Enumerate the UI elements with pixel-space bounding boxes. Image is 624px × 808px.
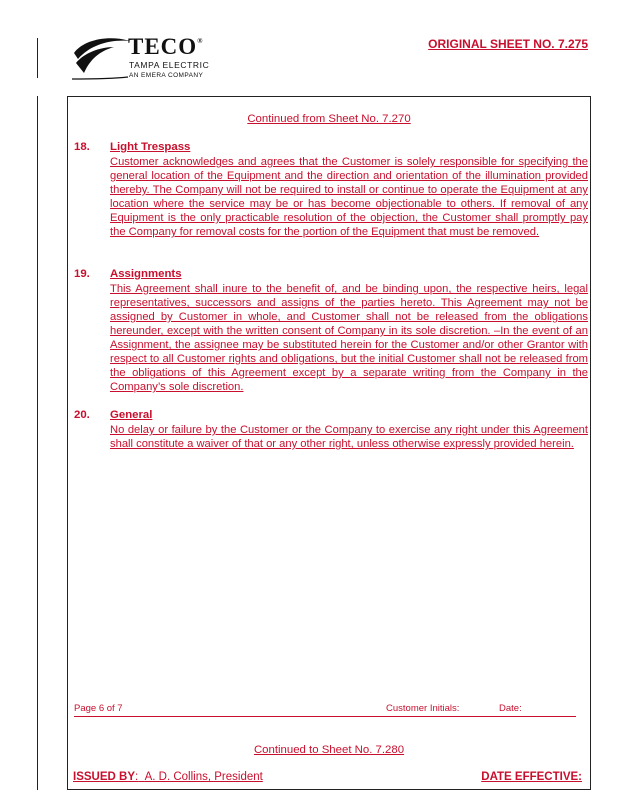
- section-heading: [74, 141, 588, 155]
- section-heading: [74, 409, 588, 423]
- teco-logo: [70, 33, 250, 85]
- section-20: [74, 409, 588, 451]
- section-heading: [74, 268, 588, 282]
- section-18: [74, 141, 588, 239]
- logo-tagline: AN EMERA COMPANY: [129, 72, 204, 79]
- section-title: General: [110, 409, 153, 421]
- section-19: [74, 268, 588, 394]
- continued-to: Continued to Sheet No. 7.280: [253, 744, 405, 756]
- section-text: This Agreement shall inure to the benefit of, and be binding upon, the respective heirs, legal representatives, successors and assigns of the parties hereto. This Agreement may not be assigned by Customer in whole, and Customer shall not be released from the obligations hereunder, except with the written consent of Company in its sole discretion. –In the event of an Assignment, the assignee may be substituted herein for the Customer and/or other Grantor with respect to all Customer rights and obligations, but the initial Customer shall not be released from the obligations of this Agreement except by a separate writing from the Company in the Company’s sole discretion.: [110, 283, 588, 393]
- tariff-content-box: [67, 96, 591, 790]
- issued-by-name: A. D. Collins, President: [144, 771, 263, 783]
- sheet-number: ORIGINAL SHEET NO. 7.275: [428, 37, 588, 51]
- section-text: No delay or failure by the Customer or the Company to exercise any right under this Agreement shall constitute a waiver of that or any other right, unless otherwise expressly provided herein.: [110, 424, 588, 450]
- section-number: 20.: [74, 409, 90, 421]
- left-margin-rule: [37, 38, 38, 78]
- section-text: Customer acknowledges and agrees that the Customer is solely responsible for specifying the general location of the Equipment and the direction and orientation of the illumination provided thereby. The Company will not be required to install or continue to operate the Equipment at any location where the service may be or has become objectionable to others. If removal of any Equipment is the only practicable resolution of the objection, the Customer shall promptly pay the Company for removal costs for the portion of the Equipment that must be removed.: [110, 156, 588, 238]
- date-effective: DATE EFFECTIVE:: [481, 771, 582, 783]
- section-number: 19.: [74, 268, 90, 280]
- logo-name: TECO®: [128, 34, 203, 59]
- logo-subtitle: TAMPA ELECTRIC: [129, 60, 210, 70]
- continued-from: Continued from Sheet No. 7.270: [247, 113, 411, 125]
- issued-by: [73, 771, 263, 783]
- issued-by-label: ISSUED BY: [73, 771, 135, 783]
- issued-by-separator: :: [135, 771, 139, 783]
- page-number: Page 6 of 7: [74, 703, 123, 714]
- customer-initials-label: Customer Initials:: [386, 703, 460, 714]
- section-title: Assignments: [110, 268, 182, 280]
- section-number: 18.: [74, 141, 90, 153]
- section-title: Light Trespass: [110, 141, 191, 153]
- date-label: Date:: [499, 703, 522, 714]
- page-initials-line: [74, 703, 576, 717]
- teco-swoosh-icon: [70, 33, 132, 85]
- left-margin-rule-lower: [37, 96, 38, 790]
